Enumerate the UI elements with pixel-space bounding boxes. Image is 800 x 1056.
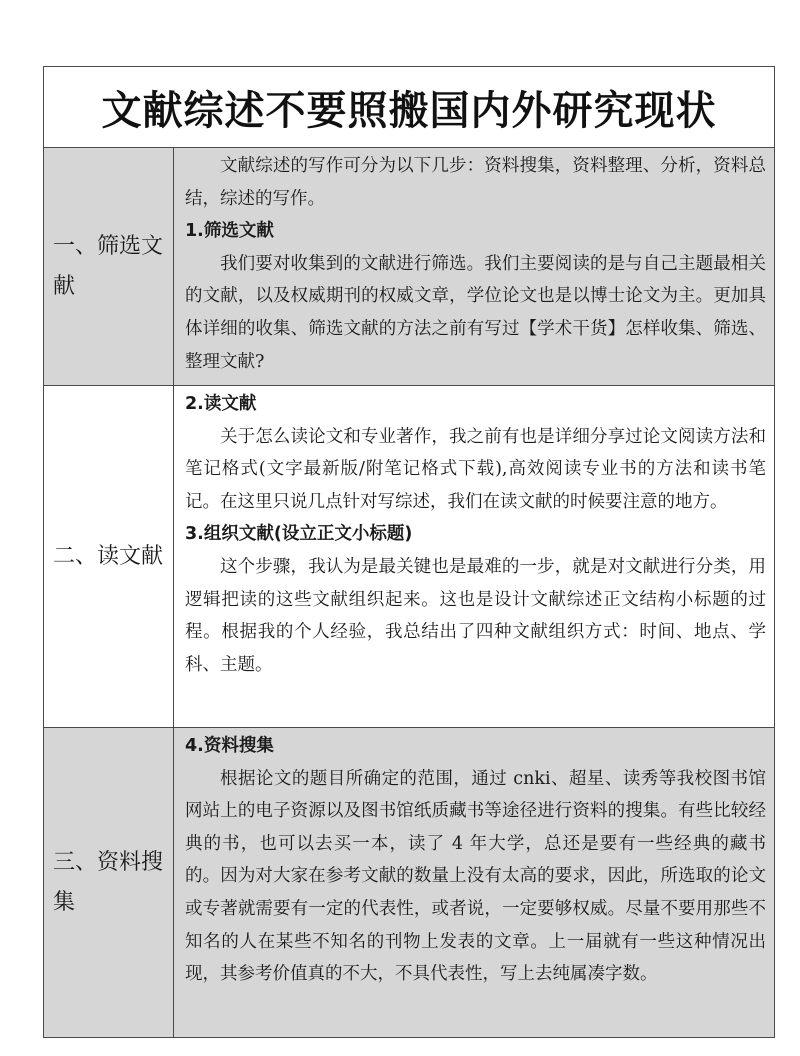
section-row-collect-materials — [44, 728, 774, 1037]
title-row — [44, 67, 774, 148]
section-label: 三、资料搜集 — [53, 849, 164, 915]
section-content-cell — [174, 728, 774, 1037]
section-content-cell — [174, 386, 774, 727]
section-row-filter-literature — [44, 148, 774, 386]
section-label: 二、读文献 — [53, 543, 164, 569]
body-paragraph: 这个步骤，我认为是最关键也是最难的一步，就是对文献进行分类，用逻辑把读的这些文献组织起来。这也是设计文献综述正文结构小标题的过程。根据我的个人经验，我总结出了四种文献组织方式：时间、地点、学科、主题。 — [185, 556, 766, 675]
subheading: 3.组织文献(设立正文小标题) — [185, 524, 413, 545]
subheading: 4.资料搜集 — [185, 736, 274, 756]
body-paragraph: 我们要对收集到的文献进行筛选。我们主要阅读的是与自己主题最相关的文献，以及权威期刊的权威文章，学位论文也是以博士论文为主。更加具体详细的收集、筛选文献的方法之前有写过【学术干货】怎样收集、筛选、整理文献? — [185, 253, 766, 372]
intro-paragraph: 文献综述的写作可分为以下几步：资料搜集，资料整理、分析，资料总结，综述的写作。 — [185, 156, 766, 209]
section-row-read-literature — [44, 386, 774, 728]
section-content-cell — [174, 148, 774, 385]
page-title: 文献综述不要照搬国内外研究现状 — [101, 86, 717, 134]
section-label-cell — [44, 148, 174, 385]
section-label-cell — [44, 728, 174, 1037]
subheading: 1.筛选文献 — [185, 221, 274, 242]
body-paragraph: 关于怎么读论文和专业著作，我之前有也是详细分享过论文阅读方法和笔记格式(文字最新版/附笔记格式下载),高效阅读专业书的方法和读书笔记。在这里只说几点针对写综述，我们在读文献的时候要注意的地方。 — [185, 426, 766, 512]
section-label-cell — [44, 386, 174, 727]
subheading: 2.读文献 — [185, 394, 257, 414]
document-table — [43, 66, 775, 1038]
section-label: 一、筛选文献 — [53, 233, 164, 299]
body-paragraph: 根据论文的题目所确定的范围，通过 cnki、超星、读秀等我校图书馆网站上的电子资源以及图书馆纸质藏书等途径进行资料的搜集。有些比较经典的书，也可以去买一本，读了 4 年大学，总还是要有一些经典的藏书的。因为对大家在参考文献的数量上没有太高的要求，因此，所选取的论文或专著就需要有一定的代表性，或者说，一定要够权威。尽量不要用那些不知名的人在某些不知名的刊物上发表的文章。上一届就有一些这种情况出现，其参考价值真的不大，不具代表性，写上去纯属凑字数。 — [185, 768, 766, 985]
